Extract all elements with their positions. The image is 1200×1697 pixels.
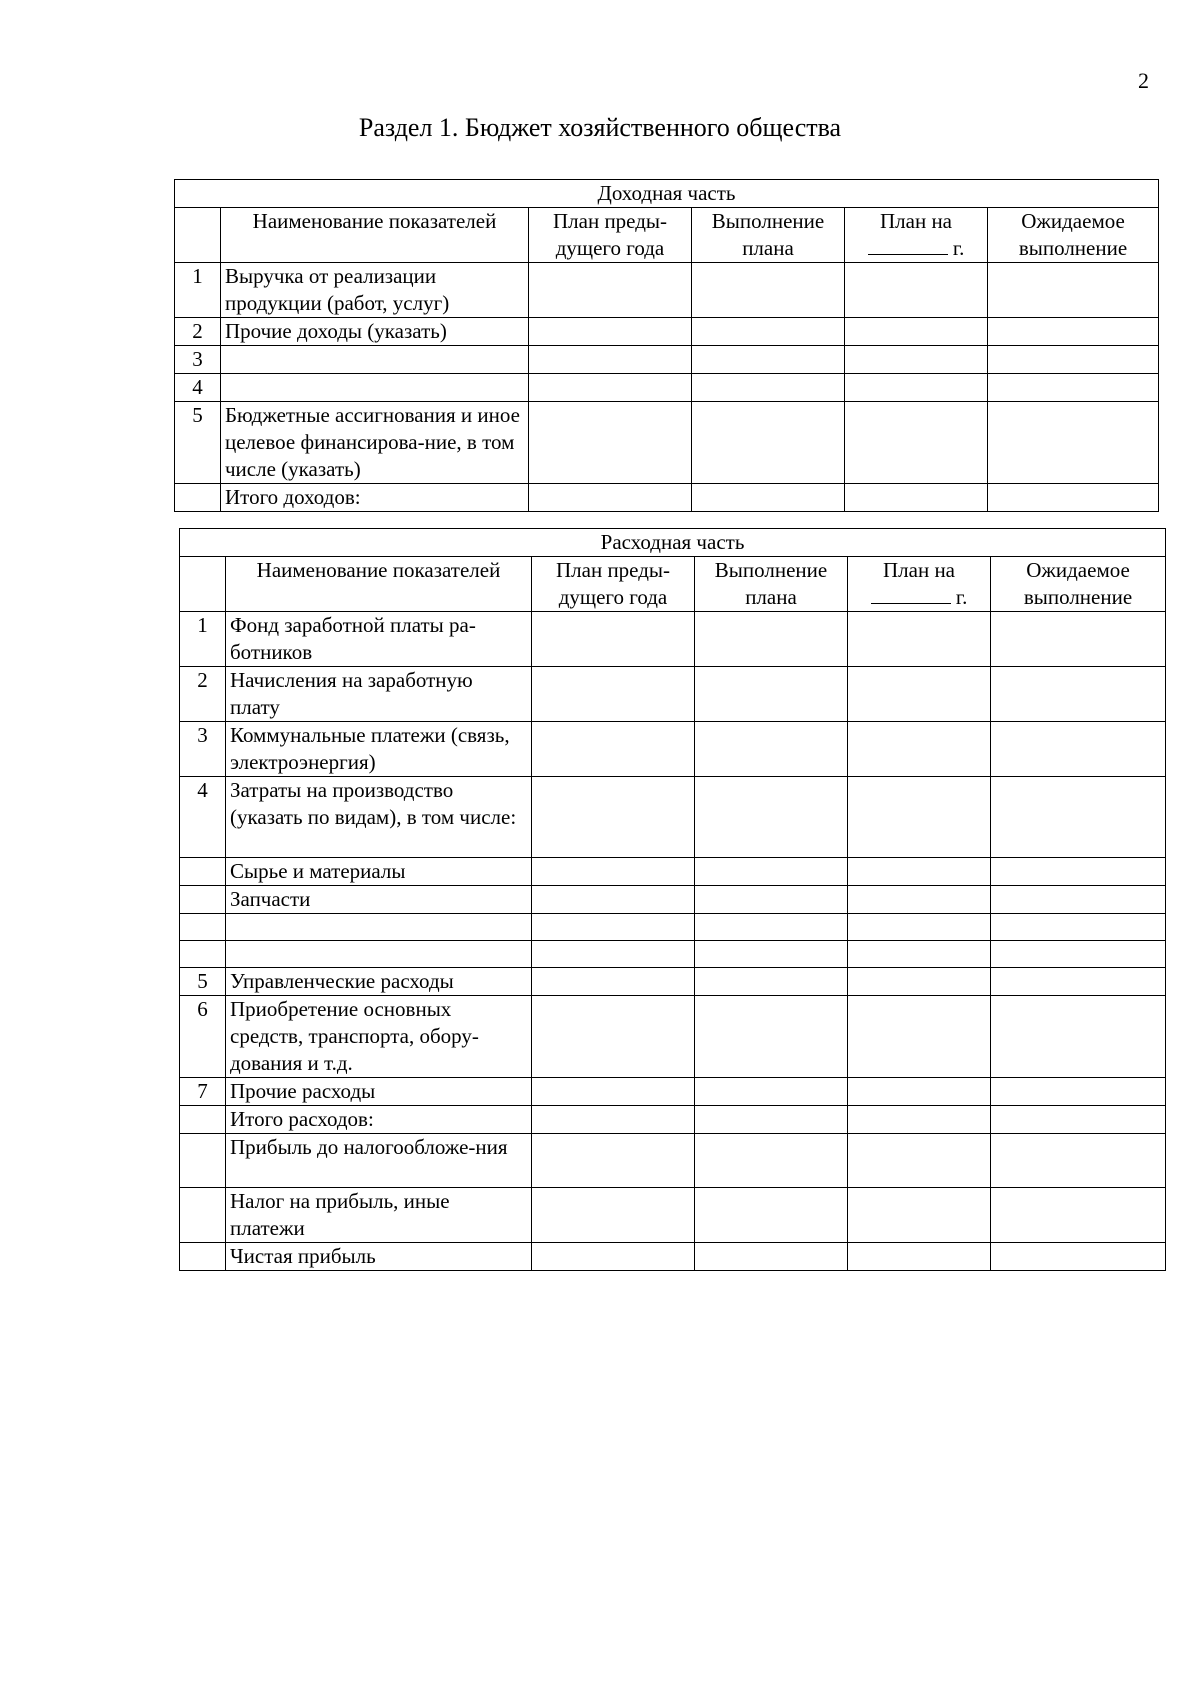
- indicator-name: Бюджетные ассигнования и иное целевое финансирова-ние, в том числе (указать): [221, 402, 529, 484]
- execution-cell[interactable]: [695, 722, 848, 777]
- row-number: 2: [180, 667, 226, 722]
- row-number: 5: [180, 968, 226, 996]
- header-plan-for-line1: План на: [882, 558, 955, 582]
- plan-for-cell[interactable]: [848, 667, 991, 722]
- execution-cell[interactable]: [695, 777, 848, 858]
- plan-for-cell[interactable]: [848, 914, 991, 941]
- plan-for-cell[interactable]: [845, 346, 988, 374]
- income-row: [175, 346, 1159, 374]
- expected-cell[interactable]: [991, 858, 1166, 886]
- header-plan-for-line2: г.: [955, 585, 968, 609]
- income-header-row: [175, 208, 1159, 263]
- row-number: [180, 1106, 226, 1134]
- expected-cell[interactable]: [991, 941, 1166, 968]
- row-number: [175, 484, 221, 512]
- indicator-name: [226, 941, 532, 968]
- row-number: [180, 1188, 226, 1243]
- prev-plan-cell[interactable]: [532, 968, 695, 996]
- execution-cell[interactable]: [695, 612, 848, 667]
- row-number: [180, 1134, 226, 1188]
- prev-plan-cell[interactable]: [529, 263, 692, 318]
- expected-cell[interactable]: [991, 1188, 1166, 1243]
- income-row: [175, 263, 1159, 318]
- expense-row: [180, 1078, 1166, 1106]
- prev-plan-cell[interactable]: [532, 858, 695, 886]
- expense-row: [180, 1188, 1166, 1243]
- expected-cell[interactable]: [988, 402, 1159, 484]
- prev-plan-cell[interactable]: [529, 346, 692, 374]
- indicator-name: Выручка от реализации продукции (работ, услуг): [221, 263, 529, 318]
- execution-cell[interactable]: [695, 886, 848, 914]
- header-expected: [991, 557, 1166, 612]
- income-section-row: [175, 180, 1159, 208]
- row-number: [180, 1243, 226, 1271]
- header-prev-plan: [532, 557, 695, 612]
- prev-plan-cell[interactable]: [532, 886, 695, 914]
- execution-cell[interactable]: [695, 1134, 848, 1188]
- row-number: [180, 941, 226, 968]
- prev-plan-cell[interactable]: [529, 484, 692, 512]
- prev-plan-cell[interactable]: [529, 402, 692, 484]
- execution-cell[interactable]: [692, 374, 845, 402]
- row-number: 3: [175, 346, 221, 374]
- expected-cell[interactable]: [988, 263, 1159, 318]
- prev-plan-cell[interactable]: [532, 914, 695, 941]
- expense-row: [180, 968, 1166, 996]
- header-execution-line2: плана: [745, 585, 797, 609]
- execution-cell[interactable]: [695, 1078, 848, 1106]
- expense-row: [180, 612, 1166, 667]
- income-row: [175, 318, 1159, 346]
- prev-plan-cell[interactable]: [532, 1106, 695, 1134]
- year-blank-line: [871, 585, 951, 604]
- plan-for-cell[interactable]: [845, 484, 988, 512]
- header-expected-line2: выполнение: [1023, 585, 1133, 609]
- plan-for-cell[interactable]: [848, 886, 991, 914]
- plan-for-cell[interactable]: [845, 318, 988, 346]
- expected-cell[interactable]: [991, 1134, 1166, 1188]
- row-number: 1: [180, 612, 226, 667]
- execution-cell[interactable]: [692, 402, 845, 484]
- execution-cell[interactable]: [695, 858, 848, 886]
- expected-cell[interactable]: [991, 667, 1166, 722]
- indicator-name: Итого доходов:: [221, 484, 529, 512]
- row-number: 5: [175, 402, 221, 484]
- plan-for-cell[interactable]: [845, 374, 988, 402]
- expense-section-row: [180, 529, 1166, 557]
- expected-cell[interactable]: [991, 968, 1166, 996]
- indicator-name: [221, 374, 529, 402]
- expected-cell[interactable]: [991, 886, 1166, 914]
- page-number: 2: [1138, 68, 1149, 93]
- indicator-name: Прочие доходы (указать): [221, 318, 529, 346]
- indicator-name: [221, 346, 529, 374]
- indicator-name: Коммунальные платежи (связь, электроэнергия): [226, 722, 532, 777]
- plan-for-cell[interactable]: [848, 996, 991, 1078]
- row-number: 4: [180, 777, 226, 858]
- header-execution: [695, 557, 848, 612]
- prev-plan-cell[interactable]: [529, 318, 692, 346]
- expense-row: [180, 667, 1166, 722]
- expense-header-row: [180, 557, 1166, 612]
- plan-for-cell[interactable]: [848, 968, 991, 996]
- expense-row: [180, 1134, 1166, 1188]
- indicator-name: Сырье и материалы: [226, 858, 532, 886]
- execution-cell[interactable]: [692, 318, 845, 346]
- execution-cell[interactable]: [692, 484, 845, 512]
- row-number: 1: [175, 263, 221, 318]
- expected-cell[interactable]: [991, 777, 1166, 858]
- header-expected-line1: Ожидаемое: [1021, 209, 1125, 233]
- header-expected-line2: выполнение: [1018, 236, 1128, 260]
- header-name: Наименование показателей: [226, 557, 532, 612]
- header-execution-line2: плана: [742, 236, 794, 260]
- indicator-name: [226, 914, 532, 941]
- expense-row: [180, 858, 1166, 886]
- indicator-name: Прочие расходы: [226, 1078, 532, 1106]
- row-number: 3: [180, 722, 226, 777]
- expense-row: [180, 886, 1166, 914]
- income-table: [174, 179, 1159, 512]
- income-row: [175, 402, 1159, 484]
- execution-cell[interactable]: [692, 346, 845, 374]
- indicator-name: Фонд заработной платы ра-ботников: [226, 612, 532, 667]
- year-blank-line: [868, 236, 948, 255]
- header-name: Наименование показателей: [221, 208, 529, 263]
- expected-cell[interactable]: [991, 914, 1166, 941]
- header-expected-line1: Ожидаемое: [1026, 558, 1130, 582]
- expense-row: [180, 1106, 1166, 1134]
- expense-row: [180, 996, 1166, 1078]
- execution-cell[interactable]: [692, 263, 845, 318]
- income-row: [175, 484, 1159, 512]
- header-expected: [988, 208, 1159, 263]
- prev-plan-cell[interactable]: [532, 1243, 695, 1271]
- plan-for-cell[interactable]: [848, 858, 991, 886]
- header-plan-for: [848, 557, 991, 612]
- execution-cell[interactable]: [695, 941, 848, 968]
- plan-for-cell[interactable]: [848, 1078, 991, 1106]
- header-plan-for-line1: План на: [879, 209, 952, 233]
- prev-plan-cell[interactable]: [532, 1134, 695, 1188]
- header-execution-line1: Выполнение: [714, 558, 828, 582]
- plan-for-cell[interactable]: [845, 263, 988, 318]
- indicator-name: Прибыль до налогообложе-ния: [226, 1134, 532, 1188]
- prev-plan-cell[interactable]: [532, 777, 695, 858]
- row-number: 2: [175, 318, 221, 346]
- header-num-cell: [180, 557, 226, 612]
- expected-cell[interactable]: [988, 346, 1159, 374]
- plan-for-cell[interactable]: [848, 941, 991, 968]
- plan-for-cell[interactable]: [848, 1106, 991, 1134]
- expected-cell[interactable]: [991, 1106, 1166, 1134]
- header-prev-plan-line2: дущего года: [558, 585, 668, 609]
- indicator-name: Итого расходов:: [226, 1106, 532, 1134]
- expected-cell[interactable]: [991, 722, 1166, 777]
- indicator-name: Управленческие расходы: [226, 968, 532, 996]
- plan-for-cell[interactable]: [845, 402, 988, 484]
- income-row: [175, 374, 1159, 402]
- indicator-name: Затраты на производство (указать по видам), в том числе:: [226, 777, 532, 858]
- expected-cell[interactable]: [991, 1243, 1166, 1271]
- page-title: Раздел 1. Бюджет хозяйственного общества: [358, 113, 842, 142]
- header-num-cell: [175, 208, 221, 263]
- execution-cell[interactable]: [695, 1188, 848, 1243]
- indicator-name: Чистая прибыль: [226, 1243, 532, 1271]
- prev-plan-cell[interactable]: [532, 722, 695, 777]
- execution-cell[interactable]: [695, 1106, 848, 1134]
- plan-for-cell[interactable]: [848, 1243, 991, 1271]
- header-plan-for-line2: г.: [952, 236, 965, 260]
- expense-row: [180, 1243, 1166, 1271]
- plan-for-cell[interactable]: [848, 612, 991, 667]
- expected-cell[interactable]: [991, 612, 1166, 667]
- indicator-name: Запчасти: [226, 886, 532, 914]
- indicator-name: Начисления на заработную плату: [226, 667, 532, 722]
- plan-for-cell[interactable]: [848, 777, 991, 858]
- indicator-name: Налог на прибыль, иные платежи: [226, 1188, 532, 1243]
- row-number: 6: [180, 996, 226, 1078]
- expected-cell[interactable]: [988, 374, 1159, 402]
- expense-table: [179, 528, 1166, 1271]
- prev-plan-cell[interactable]: [532, 667, 695, 722]
- prev-plan-cell[interactable]: [529, 374, 692, 402]
- prev-plan-cell[interactable]: [532, 941, 695, 968]
- expense-row: [180, 941, 1166, 968]
- indicator-name: Приобретение основных средств, транспорта, обору-дования и т.д.: [226, 996, 532, 1078]
- row-number: 4: [175, 374, 221, 402]
- execution-cell[interactable]: [695, 996, 848, 1078]
- prev-plan-cell[interactable]: [532, 612, 695, 667]
- header-execution: [692, 208, 845, 263]
- expected-cell[interactable]: [991, 996, 1166, 1078]
- expense-row: [180, 722, 1166, 777]
- expected-cell[interactable]: [991, 1078, 1166, 1106]
- execution-cell[interactable]: [695, 968, 848, 996]
- expense-section-title: Расходная часть: [180, 529, 1166, 557]
- plan-for-cell[interactable]: [848, 1134, 991, 1188]
- prev-plan-cell[interactable]: [532, 1078, 695, 1106]
- plan-for-cell[interactable]: [848, 722, 991, 777]
- execution-cell[interactable]: [695, 914, 848, 941]
- header-prev-plan-line2: дущего года: [555, 236, 665, 260]
- execution-cell[interactable]: [695, 667, 848, 722]
- row-number: [180, 858, 226, 886]
- row-number: [180, 914, 226, 941]
- header-plan-for: [845, 208, 988, 263]
- row-number: [180, 886, 226, 914]
- prev-plan-cell[interactable]: [532, 1188, 695, 1243]
- expected-cell[interactable]: [988, 318, 1159, 346]
- income-section-title: Доходная часть: [175, 180, 1159, 208]
- expense-row: [180, 777, 1166, 858]
- header-prev-plan-line1: План преды-: [555, 558, 671, 582]
- header-execution-line1: Выполнение: [711, 209, 825, 233]
- header-prev-plan: [529, 208, 692, 263]
- header-prev-plan-line1: План преды-: [552, 209, 668, 233]
- plan-for-cell[interactable]: [848, 1188, 991, 1243]
- expense-row: [180, 914, 1166, 941]
- row-number: 7: [180, 1078, 226, 1106]
- prev-plan-cell[interactable]: [532, 996, 695, 1078]
- expected-cell[interactable]: [988, 484, 1159, 512]
- execution-cell[interactable]: [695, 1243, 848, 1271]
